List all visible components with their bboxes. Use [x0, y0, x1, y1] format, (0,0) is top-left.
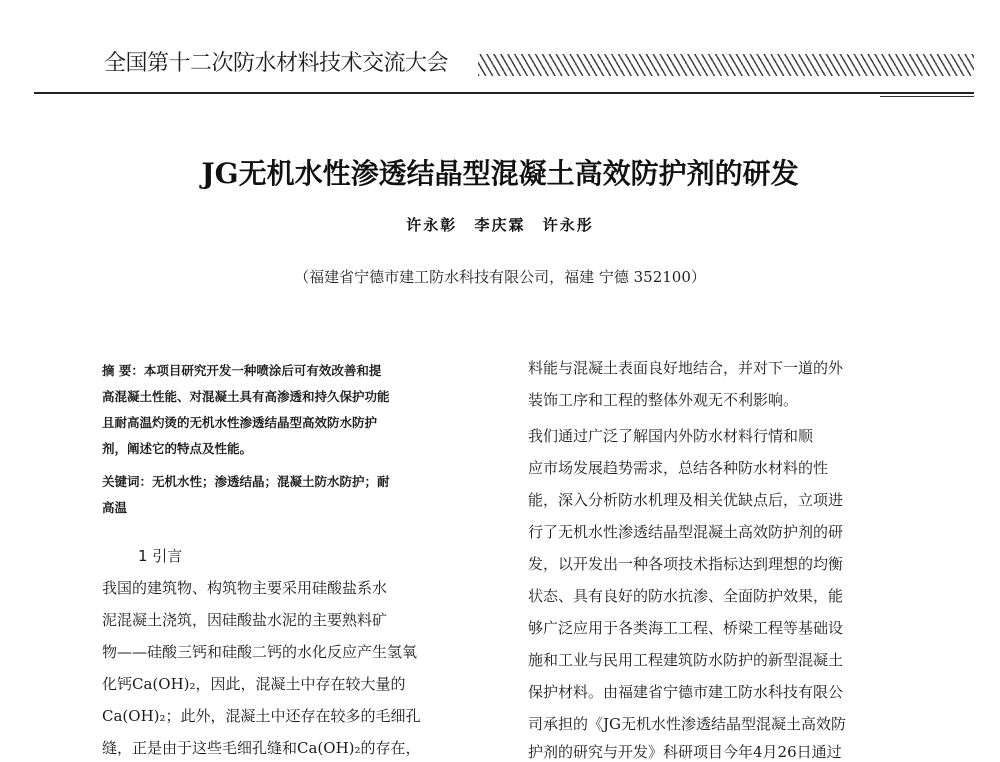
body-line: 护剂的研究与开发》科研项目今年4月26日通过	[528, 743, 842, 761]
body-line: 够广泛应用于各类海工工程、桥梁工程等基础设	[528, 619, 844, 637]
paper-authors: 许永彰 李庆霖 许永彤	[406, 216, 594, 234]
keywords-line: 高温	[102, 500, 128, 515]
body-line: 应市场发展趋势需求，总结各种防水材料的性	[528, 459, 829, 477]
body-line: 装饰工序和工程的整体外观无不利影响。	[528, 391, 799, 409]
section-heading: 1 引言	[138, 547, 183, 565]
body-line: 我国的建筑物、构筑物主要采用硅酸盐系水	[102, 579, 388, 597]
keywords-line: 关键词：无机水性；渗透结晶；混凝土防水防护；耐	[102, 474, 390, 489]
body-line: 行了无机水性渗透结晶型混凝土高效防护剂的研	[528, 523, 844, 541]
body-line: Ca(OH)₂；此外，混凝土中还存在较多的毛细孔	[102, 707, 421, 725]
body-line: 保护材料。由福建省宁德市建工防水科技有限公	[528, 683, 844, 701]
body-line: 我们通过广泛了解国内外防水材料行情和顺	[528, 427, 814, 445]
paper-affiliation: （福建省宁德市建工防水科技有限公司，福建 宁德 352100）	[294, 268, 706, 286]
body-line: 化钙Ca(OH)₂，因此，混凝土中存在较大量的	[102, 675, 406, 693]
body-line: 物——硅酸三钙和硅酸二钙的水化反应产生氢氧	[102, 643, 418, 661]
body-line: 施和工业与民用工程建筑防水防护的新型混凝土	[528, 651, 844, 669]
abstract-line	[102, 361, 381, 379]
body-line: 发，以开发出一种各项技术指标达到理想的均衡	[528, 555, 844, 573]
paper-title: JG无机水性渗透结晶型混凝土高效防护剂的研发	[201, 157, 799, 190]
body-line: 司承担的《JG无机水性渗透结晶型混凝土高效防	[528, 715, 846, 733]
body-line: 缝，正是由于这些毛细孔缝和Ca(OH)₂的存在，	[102, 739, 421, 757]
body-line: 能，深入分析防水机理及相关优缺点后，立项进	[528, 491, 844, 509]
right-column	[528, 0, 928, 760]
body-line: 状态、具有良好的防水抗渗、全面防护效果，能	[528, 587, 844, 605]
left-column	[102, 0, 492, 760]
abstract-line: 剂，阐述它的特点及性能。	[102, 441, 253, 456]
body-line: 料能与混凝土表面良好地结合，并对下一道的外	[528, 359, 844, 377]
abstract-line: 且耐高温灼烫的无机水性渗透结晶型高效防水防护	[102, 415, 378, 430]
abstract-text: 本项目研究开发一种喷涂后可有效改善和提	[143, 363, 382, 378]
header-conference-title: 全国第十二次防水材料技术交流大会	[104, 51, 449, 76]
abstract-label: 摘 要：	[102, 363, 144, 378]
body-line: 泥混凝土浇筑，因硅酸盐水泥的主要熟料矿	[102, 611, 388, 629]
abstract-line: 高混凝土性能、对混凝土具有高渗透和持久保护功能	[102, 389, 390, 404]
